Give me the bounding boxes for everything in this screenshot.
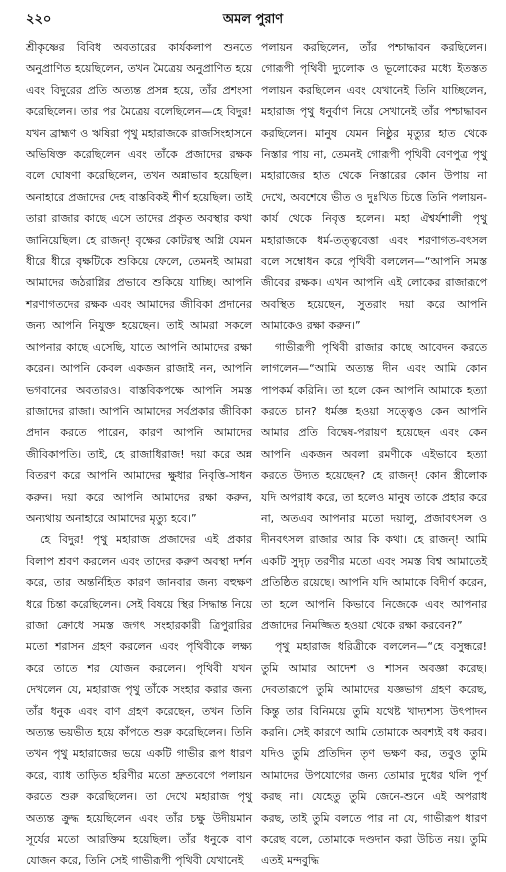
- left-column: [26, 37, 252, 868]
- page-number: ২২০: [26, 12, 52, 27]
- right-column: [261, 37, 487, 868]
- paragraph: পলায়ন করছিলেন, তাঁর পশ্চাদ্ধাবন করছিলেন। গোরূপী পৃথিবী দ্যুলোক ও ভূলোকের মধ্যে ইতস্তত পলায়ন করছিলেন এবং যেখানেই তিনি যাচ্ছিলেন, মহারাজ পৃথু ধনুর্বাণ নিয়ে সেখানেই তাঁর পশ্চাদ্ধাবন করছিলেন। মানুষ যেমন নিষ্ঠুর মৃত্যুর হাত থেকে নিস্তার পায় না, তেমনই গোরূপী পৃথিবী বেণপুত্র পৃথু মহারাজের হাত থেকে নিস্তারের কোন উপায় না দেখে, অবশেষে ভীত ও দুঃখিত চিত্তে তিনি পলায়ন-কার্য থেকে নিবৃত্ত হলেন। মহা ঐশ্বর্যশালী পৃথু মহারাজকে ধর্ম-তত্ত্ববেত্তা এবং শরণাগত-বৎসল বলে সম্বোধন করে পৃথিবী বললেন—“আপনি সমস্ত জীবের রক্ষক। এখন আপনি এই লোকের রাজারূপে অবস্থিত হয়েছেন, সুতরাং দয়া করে আপনি আমাকেও রক্ষা করুন।”: [261, 41, 487, 333]
- paragraph: পৃথু মহারাজ ধরিত্রীকে বললেন—“হে বসুন্ধরে! তুমি আমার আদেশ ও শাসন অবজ্ঞা করেছ। দেবতারূপে তুমি আমাদের যজ্ঞভাগ গ্রহণ করেছ, কিন্তু তার বিনিময়ে তুমি যথেষ্ট খাদ্যশস্য উৎপাদন করনি। সেই কারণে আমি তোমাকে অবশ্যই বধ করব। যদিও তুমি প্রতিদিন তৃণ ভক্ষণ কর, তবুও তুমি আমাদের উপযোগের জন্য তোমার দুধের থলি পূর্ণ করছ না। যেহেতু তুমি জেনে-শুনে এই অপরাধ করছ, তাই তুমি বলতে পার না যে, গাভীরূপ ধারণ করেছ বলে, তোমাকে দণ্ডদান করা উচিত নয়। তুমি এতই মন্দবুদ্ধি: [261, 640, 487, 868]
- running-title: অমল পুরাণ: [222, 12, 284, 27]
- paragraph: গাভীরূপী পৃথিবী রাজার কাছে আবেদন করতে লাগলেন—“আমি অত্যন্ত দীন এবং আমি কোন পাপকর্ম করিনি। তা হলে কেন আপনি আমাকে হত্যা করতে চান? ধর্মজ্ঞ হওয়া সত্ত্বেও কেন আপনি আমার প্রতি বিদ্বেষ-পরায়ণ হয়েছেন এবং কেন আপনি একজন অবলা রমণীকে এইভাবে হত্যা করতে উদ্যত হয়েছেন? হে রাজন্! কোন স্ত্রীলোক যদি অপরাধ করে, তা হলেও মানুষ তাকে প্রহার করে না, অতএব আপনার মতো দয়ালু, প্রজাবৎসল ও দীনবৎসল রাজার আর কি কথা। হে রাজন্! আমি একটি সুদৃঢ় তরণীর মতো এবং সমস্ত বিশ্ব আমাতেই প্রতিষ্ঠিত রয়েছে। আপনি যদি আমাকে বিদীর্ণ করেন, তা হলে আপনি কিভাবে নিজেকে এবং আপনার প্রজাদের নিমজ্জিত হওয়া থেকে রক্ষা করবেন?”: [261, 340, 487, 632]
- paragraph: হে বিদুর! পৃথু মহারাজ প্রজাদের এই প্রকার বিলাপ শ্রবণ করলেন এবং তাদের করুণ অবস্থা দর্শন করে, তার অন্তর্নিহিত কারণ জানবার জন্য বহুক্ষণ ধরে চিন্তা করেছিলেন। সেই বিষয়ে স্থির সিদ্ধান্ত নিয়ে রাজা ক্রোধে সমস্ত জগৎ সংহারকারী ত্রিপুরারির মতো শরাসন গ্রহণ করলেন এবং পৃথিবীকে লক্ষ্য করে তাতে শর যোজন করলেন। পৃথিবী যখন দেখলেন যে, মহারাজ পৃথু তাঁকে সংহার করার জন্য তাঁর ধনুক এবং বাণ গ্রহণ করেছেন, তখন তিনি অত্যন্ত ভয়ভীত হয়ে কাঁপতে শুরু করেছিলেন। তিনি তখন পৃথু মহারাজের ভয়ে একটি গাভীর রূপ ধারণ করে, ব্যাধ তাড়িত হরিণীর মতো দ্রুতবেগে পলায়ন করতে শুরু করেছিলেন। তা দেখে মহারাজ পৃথু অত্যন্ত ক্রুদ্ধ হয়েছিলেন এবং তাঁর চক্ষু উদীয়মান সূর্যের মতো আরক্তিম হয়েছিল। তাঁর ধনুকে বাণ যোজন করে, তিনি সেই গাভীরূপী পৃথিবী যেখানেই: [26, 533, 252, 868]
- page-header: [0, 0, 506, 34]
- paragraph: শ্রীকৃষ্ণের বিবিধ অবতারের কার্যকলাপ শুনতে অনুপ্রাণিত হয়েছিলেন, তখন মৈত্রেয় অনুপ্রাণিত হয়ে এবং বিদুরের প্রতি অত্যন্ত প্রসন্ন হয়ে, তাঁর প্রশংসা করেছিলেন। তার পর মৈত্রেয় বলেছিলেন—হে বিদুর! যখন ব্রাহ্মণ ও ঋষিরা পৃথু মহারাজকে রাজসিংহাসনে অভিষিক্ত করেছিলেন এবং তাঁকে প্রজাদের রক্ষক বলে ঘোষণা করেছিলেন, তখন অন্নাভাব হয়েছিল। অনাহারে প্রজাদের দেহ বাস্তবিকই শীর্ণ হয়েছিল। তাই তারা রাজার কাছে এসে তাদের প্রকৃত অবস্থার কথা জানিয়েছিল। হে রাজন্! বৃক্ষের কোটরস্থ অগ্নি যেমন ধীরে ধীরে বৃক্ষটিকে শুকিয়ে ফেলে, তেমনই আমরা আমাদের জঠরাগ্নির প্রভাবে শুকিয়ে যাচ্ছি। আপনি শরণাগতদের রক্ষক এবং আমাদের জীবিকা প্রদানের জন্য আপনি নিযুক্ত হয়েছেন। তাই আমরা সকলে আপনার কাছে এসেছি, যাতে আপনি আমাদের রক্ষা করেন। আপনি কেবল একজন রাজাই নন, আপনি ভগবানের অবতারও। বাস্তবিকপক্ষে আপনি সমস্ত রাজাদের রাজা। আপনি আমাদের সর্বপ্রকার জীবিকা প্রদান করতে পারেন, কারণ আপনি আমাদের জীবিকাপতি। তাই, হে রাজাধিরাজ! দয়া করে অন্ন বিতরণ করে আপনি আমাদের ক্ষুধার নিবৃত্তি-সাধন করুন। দয়া করে আপনি আমাদের রক্ষা করুন, অন্যথায় অনাহারে আমাদের মৃত্যু হবে।”: [26, 41, 252, 525]
